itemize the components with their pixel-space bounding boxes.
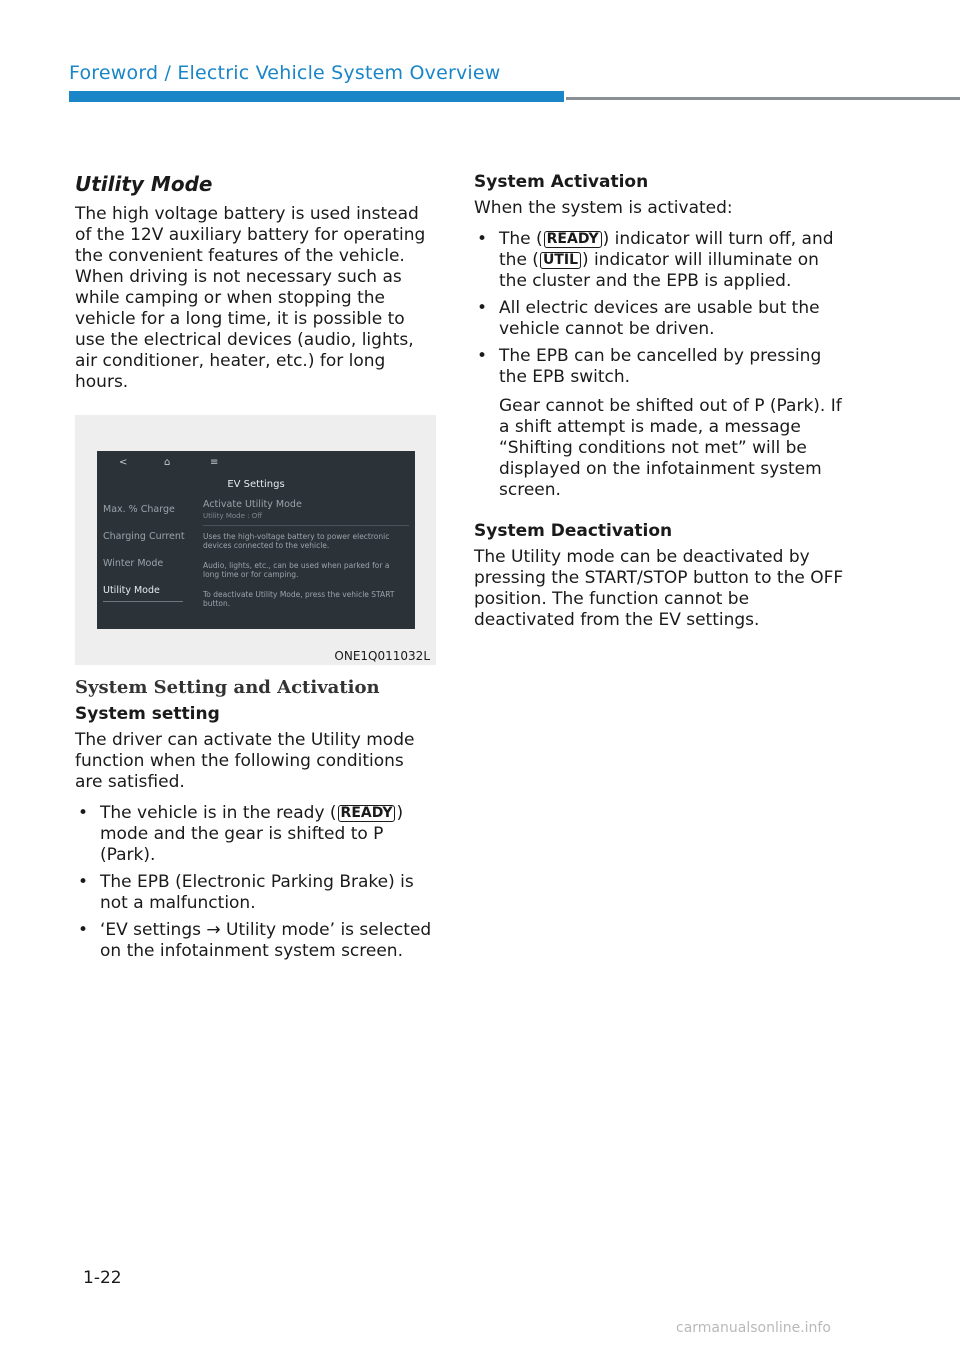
header-rule-blue xyxy=(69,91,564,102)
menu-item-charging-current: Charging Current xyxy=(103,531,185,542)
header-rule-gray xyxy=(566,97,960,100)
list-item: • All electric devices are usable but the vehicle cannot be driven. xyxy=(474,298,844,340)
bullet-text: The ( xyxy=(499,229,543,249)
list-item xyxy=(75,803,435,866)
figure-code: ONE1Q011032L xyxy=(334,649,430,663)
utility-mode-heading: Utility Mode xyxy=(75,172,213,196)
bullet-text: ) indicator will turn off, and the ( xyxy=(499,229,834,270)
system-setting-subheading: System setting xyxy=(75,704,220,724)
left-column xyxy=(75,172,435,972)
option-separator xyxy=(203,525,409,526)
utility-mode-intro: The high voltage battery is used instead of the 12V auxiliary battery for operating the convenient features of the vehicle. When driving is not necessary such as while camping or when stopping the vehicle for a long time, it is possible to use the electrical devices (audio, lights, air conditioner, heater, etc.) for long hours. xyxy=(75,204,426,392)
menu-selection-line xyxy=(103,601,183,602)
system-setting-intro: The driver can activate the Utility mode function when the following conditions are satisfied. xyxy=(75,730,415,792)
ready-indicator-icon: READY xyxy=(544,231,602,248)
bullet-text: ) indicator will illuminate on the cluster and the EPB is applied. xyxy=(499,250,819,291)
menu-item-max-charge: Max. % Charge xyxy=(103,504,175,515)
option-status: Utility Mode : Off xyxy=(203,512,263,520)
page-header-title: Foreword / Electric Vehicle System Overview xyxy=(69,62,501,84)
option-desc-2: Audio, lights, etc., can be used when parked for a long time or for camping. xyxy=(203,561,390,579)
system-deactivation-text: The Utility mode can be deactivated by pressing the START/STOP button to the OFF position. The function cannot be deactivated from the EV settings. xyxy=(474,547,844,630)
menu-item-winter-mode: Winter Mode xyxy=(103,558,164,569)
system-setting-conditions xyxy=(75,803,435,962)
page-number: 1-22 xyxy=(83,1268,122,1288)
bullet-text: The vehicle is in the ready ( xyxy=(100,803,337,823)
list-item: • The EPB can be cancelled by pressing the EPB switch. xyxy=(474,346,844,388)
option-desc-1: Uses the high-voltage battery to power electronic devices connected to the vehicle. xyxy=(203,532,390,550)
system-deactivation-heading: System Deactivation xyxy=(474,521,673,541)
activation-note: Gear cannot be shifted out of P (Park). If a shift attempt is made, a message “Shifting conditions not met” will be displayed on the infotainment system screen. xyxy=(499,396,842,500)
right-column xyxy=(474,172,844,641)
system-activation-intro: When the system is activated: xyxy=(474,198,733,218)
bullet-text: ) mode and the gear is shifted to P (Park). xyxy=(100,803,404,865)
screen-title: EV Settings xyxy=(227,479,285,490)
list-item xyxy=(474,229,844,292)
back-icon: < xyxy=(119,457,128,468)
watermark: carmanualsonline.info xyxy=(676,1320,831,1336)
infotainment-screen xyxy=(97,451,415,629)
util-indicator-icon: UTIL xyxy=(540,252,581,269)
home-icon: ⌂ xyxy=(164,457,171,468)
system-activation-list xyxy=(474,229,844,388)
option-title: Activate Utility Mode xyxy=(203,499,302,510)
system-activation-heading: System Activation xyxy=(474,172,649,192)
list-item: • ‘EV settings → Utility mode’ is selected on the infotainment system screen. xyxy=(75,920,435,962)
ev-settings-figure xyxy=(75,415,436,665)
system-setting-activation-heading: System Setting and Activation xyxy=(75,677,380,698)
menu-item-utility-mode: Utility Mode xyxy=(103,585,160,596)
list-item: • The EPB (Electronic Parking Brake) is not a malfunction. xyxy=(75,872,435,914)
menu-icon: ≡ xyxy=(210,457,219,468)
ready-indicator-icon: READY xyxy=(338,805,396,822)
option-desc-3: To deactivate Utility Mode, press the vehicle START button. xyxy=(203,590,395,608)
